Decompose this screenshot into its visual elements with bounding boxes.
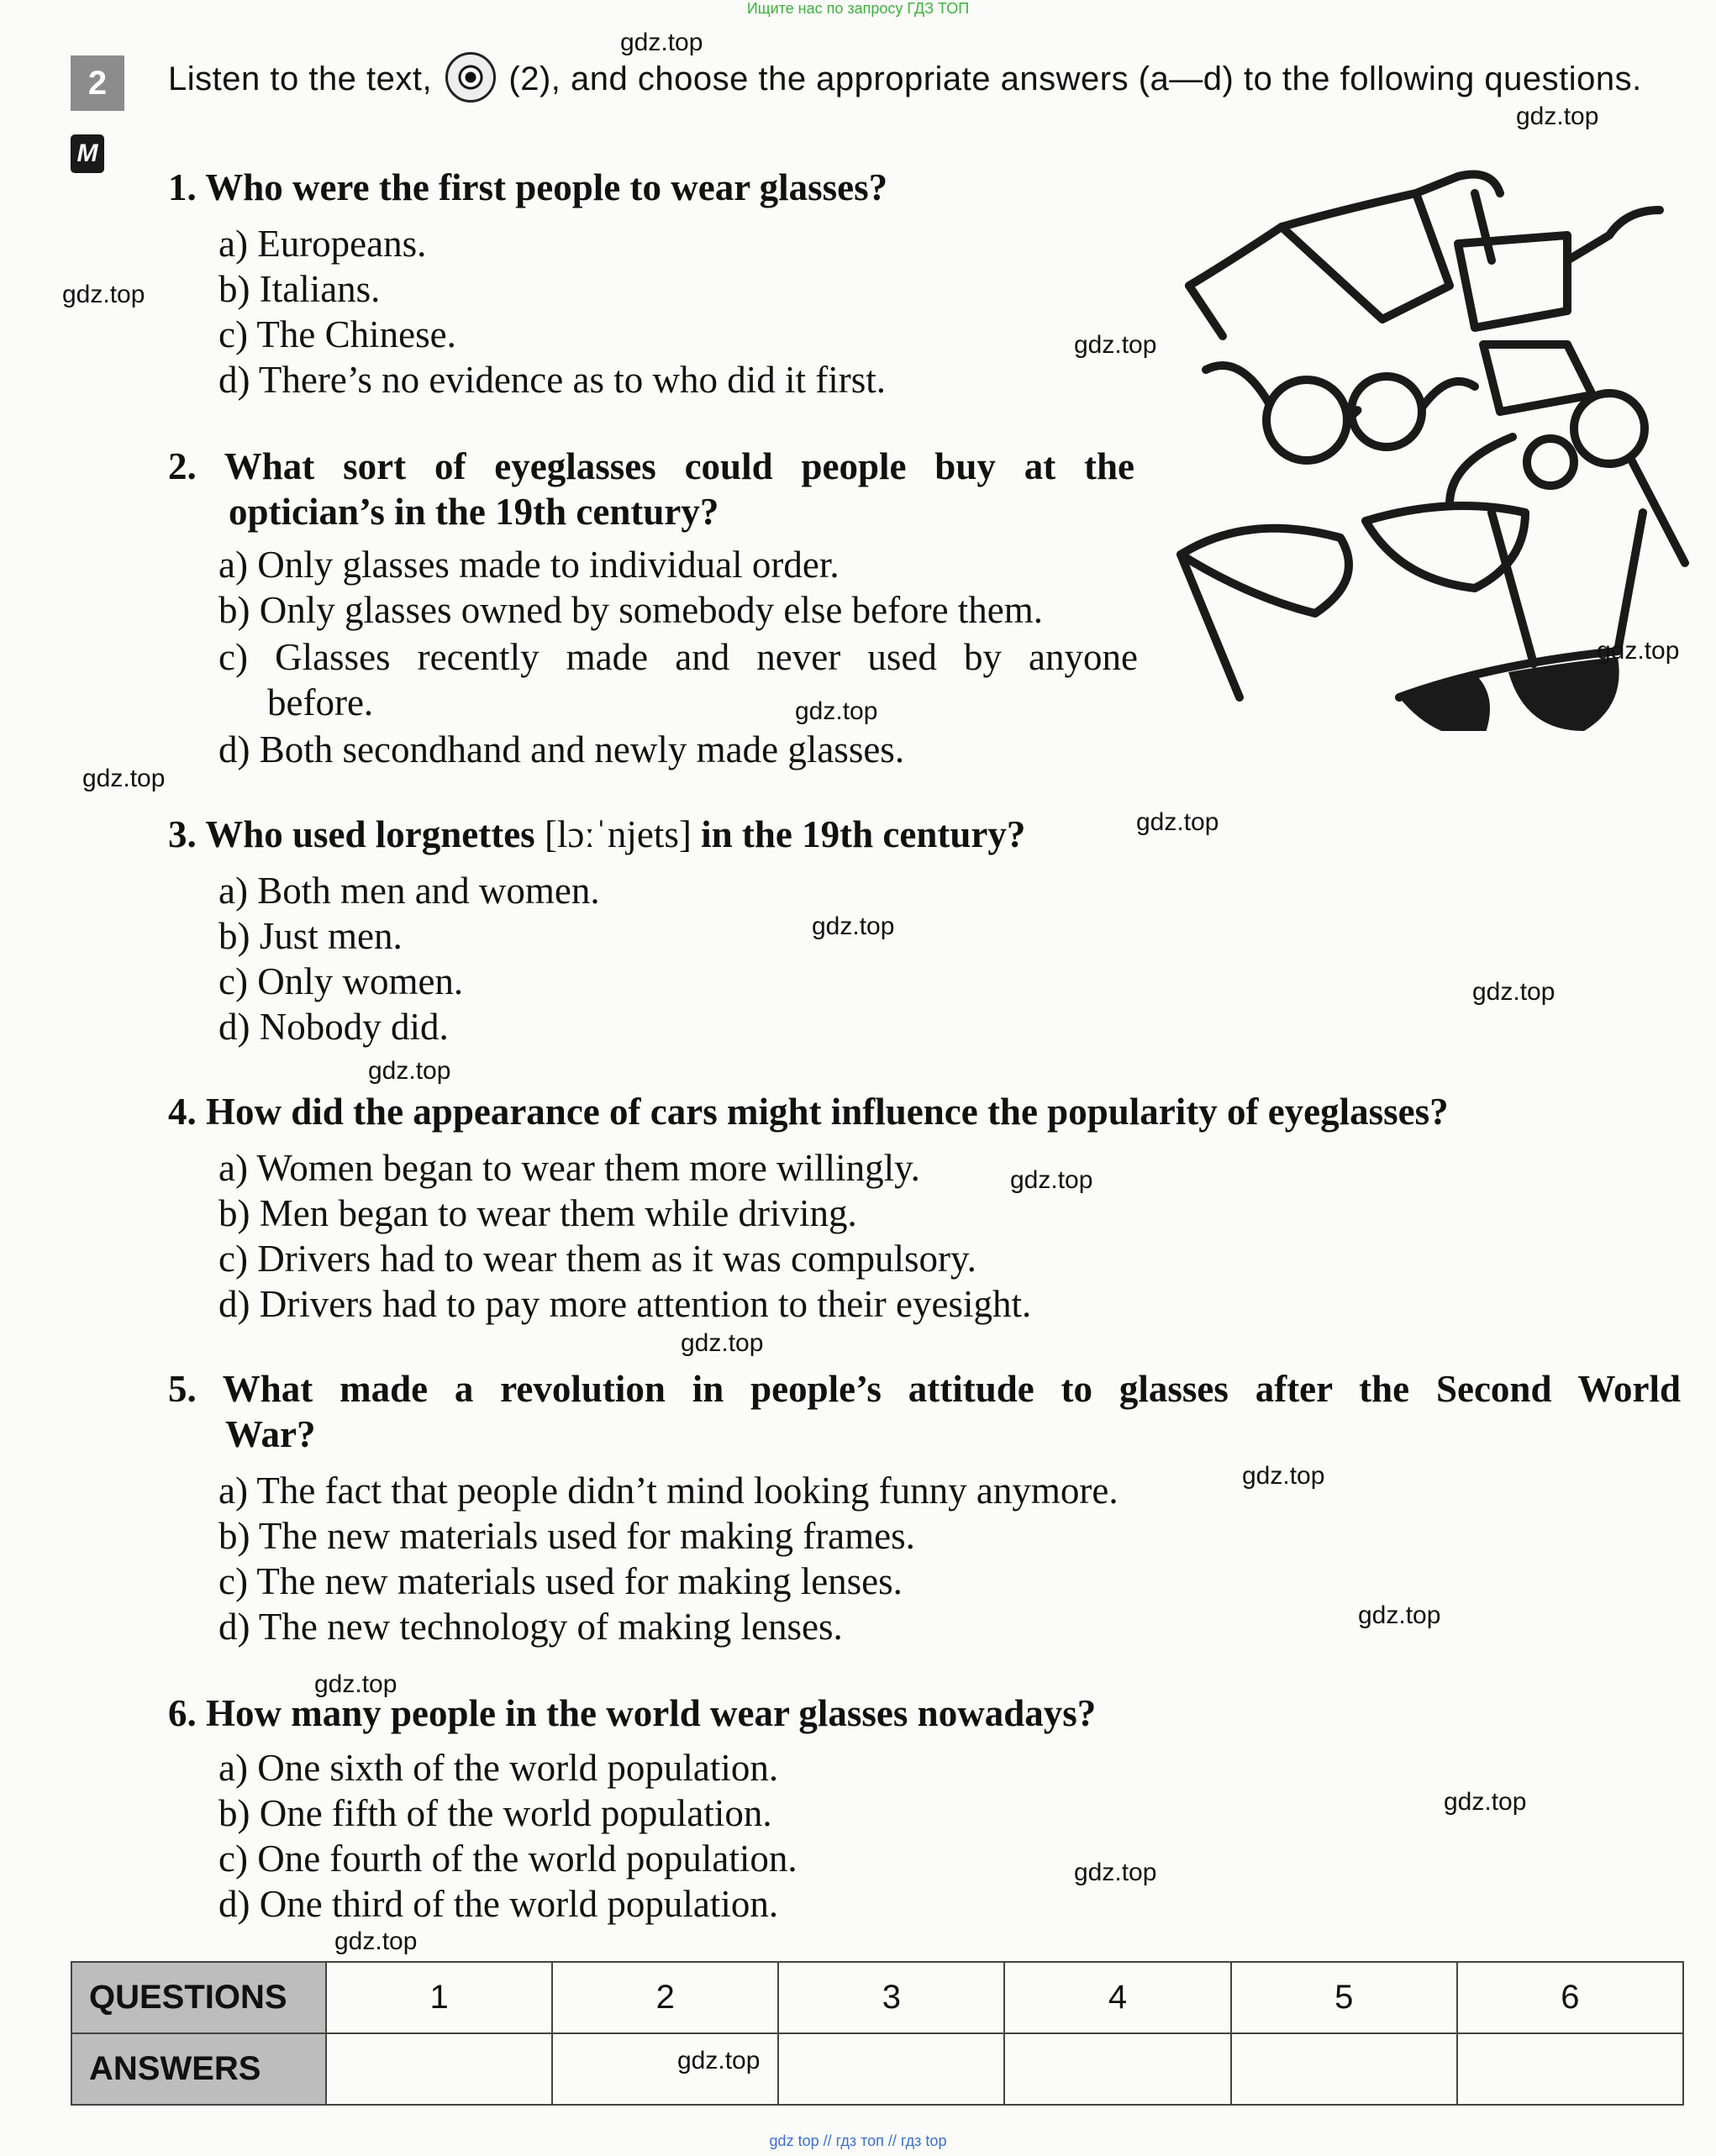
top-banner[interactable]: Ищите нас по запросу ГДЗ ТОП: [746, 0, 970, 17]
watermark: gdz.top: [1242, 1462, 1325, 1490]
audio-cd-icon[interactable]: [445, 52, 496, 103]
watermark: gdz.top: [1444, 1788, 1527, 1816]
phonetic-transcription: [lɔːˈnjets]: [544, 813, 692, 855]
answer-table: [71, 1961, 1684, 2106]
watermark: gdz.top: [62, 281, 145, 308]
question-number: 1.: [168, 166, 197, 208]
option-5b: b) The new materials used for making frames.: [218, 1515, 915, 1557]
model-badge-icon: M: [71, 134, 104, 173]
footer-links[interactable]: gdz top // гдз топ // гдз top: [769, 2132, 947, 2149]
question-text: How many people in the world wear glasses nowadays?: [206, 1692, 1097, 1734]
instruction-text-start: Listen to the text,: [168, 60, 433, 97]
watermark: gdz.top: [1136, 808, 1219, 836]
question-number: 3.: [168, 813, 197, 855]
watermark: gdz.top: [795, 697, 878, 725]
option-2c-cont: before.: [267, 681, 374, 723]
option-1a: a) Europeans.: [218, 223, 427, 265]
table-header-cell: 1: [326, 1962, 552, 2033]
exercise-number: 2: [71, 55, 124, 111]
question-number: 6.: [168, 1692, 197, 1734]
option-2c: c) Glasses recently made and never used by anyone: [218, 636, 1138, 678]
option-1b: b) Italians.: [218, 268, 381, 310]
watermark: gdz.top: [1358, 1601, 1441, 1629]
question-text-start: Who used lorgnettes: [205, 813, 535, 855]
option-6b: b) One fifth of the world population.: [218, 1792, 772, 1834]
option-4d: d) Drivers had to pay more attention to their eyesight.: [218, 1283, 1032, 1325]
watermark: gdz.top: [1074, 331, 1157, 359]
option-2d: d) Both secondhand and newly made glasses.: [218, 728, 905, 770]
option-1c: c) The Chinese.: [218, 313, 456, 355]
instruction-text-end: (2), and choose the appropriate answers (a—d) to the following questions.: [508, 60, 1642, 97]
table-header-cell: 2: [552, 1962, 778, 2033]
option-5c: c) The new materials used for making lenses.: [218, 1560, 903, 1602]
watermark: gdz.top: [677, 2047, 761, 2074]
table-header-cell: 4: [1004, 1962, 1230, 2033]
option-6d: d) One third of the world population.: [218, 1883, 779, 1925]
option-6c: c) One fourth of the world population.: [218, 1838, 797, 1880]
question-5: [168, 1366, 1681, 1412]
answer-cell[interactable]: [1457, 2033, 1683, 2105]
answer-cell[interactable]: [326, 2033, 552, 2105]
question-4: [168, 1089, 1449, 1134]
watermark: gdz.top: [681, 1329, 764, 1357]
questions-label: QUESTIONS: [71, 1962, 326, 2033]
question-2: [168, 444, 1134, 489]
question-3: [168, 812, 1025, 857]
watermark: gdz.top: [368, 1057, 451, 1085]
option-3b: b) Just men.: [218, 915, 403, 957]
option-3c: c) Only women.: [218, 960, 464, 1002]
option-5d: d) The new technology of making lenses.: [218, 1606, 843, 1648]
option-6a: a) One sixth of the world population.: [218, 1747, 779, 1789]
question-6: [168, 1691, 1096, 1736]
question-2-line2: optician’s in the 19th century?: [229, 491, 719, 533]
question-5-line2: War?: [225, 1413, 316, 1455]
option-3a: a) Both men and women.: [218, 870, 600, 912]
question-number: 4.: [168, 1091, 197, 1133]
option-3d: d) Nobody did.: [218, 1006, 449, 1048]
table-header-cell: 3: [778, 1962, 1004, 2033]
table-row-questions: [71, 1962, 1683, 2033]
question-text-line1: What made a revolution in people’s attitude to glasses after the Second World: [222, 1368, 1681, 1410]
option-2b: b) Only glasses owned by somebody else before them.: [218, 589, 1044, 631]
watermark: gdz.top: [1597, 637, 1680, 665]
watermark: gdz.top: [1472, 978, 1555, 1006]
answer-cell[interactable]: [778, 2033, 1004, 2105]
question-text-line1: What sort of eyeglasses could people buy at the: [224, 445, 1135, 487]
option-1d: d) There’s no evidence as to who did it first.: [218, 359, 886, 401]
question-text: Who were the first people to wear glasses?: [205, 166, 888, 208]
exercise-instruction: [168, 59, 1685, 103]
watermark: gdz.top: [334, 1927, 418, 1955]
question-1: [168, 165, 887, 210]
option-4c: c) Drivers had to wear them as it was compulsory.: [218, 1238, 976, 1280]
table-header-cell: 6: [1457, 1962, 1683, 2033]
answers-label: ANSWERS: [71, 2033, 326, 2105]
option-4b: b) Men began to wear them while driving.: [218, 1192, 857, 1234]
watermark: gdz.top: [1516, 103, 1599, 130]
watermark: gdz.top: [620, 29, 703, 56]
question-text: How did the appearance of cars might influence the popularity of eyeglasses?: [206, 1091, 1449, 1133]
watermark: gdz.top: [314, 1670, 397, 1698]
answer-cell[interactable]: [1004, 2033, 1230, 2105]
question-text-end: in the 19th century?: [701, 813, 1026, 855]
watermark: gdz.top: [1010, 1166, 1093, 1194]
answer-cell[interactable]: [1231, 2033, 1457, 2105]
option-5a: a) The fact that people didn’t mind looking funny anymore.: [218, 1470, 1119, 1512]
question-number: 5.: [168, 1368, 197, 1410]
option-2a: a) Only glasses made to individual order.: [218, 544, 840, 586]
question-number: 2.: [168, 445, 197, 487]
watermark: gdz.top: [1074, 1859, 1157, 1886]
table-header-cell: 5: [1231, 1962, 1457, 2033]
option-4a: a) Women began to wear them more willingly.: [218, 1147, 920, 1189]
table-row-answers: [71, 2033, 1683, 2105]
watermark: gdz.top: [82, 765, 166, 792]
watermark: gdz.top: [812, 912, 895, 940]
